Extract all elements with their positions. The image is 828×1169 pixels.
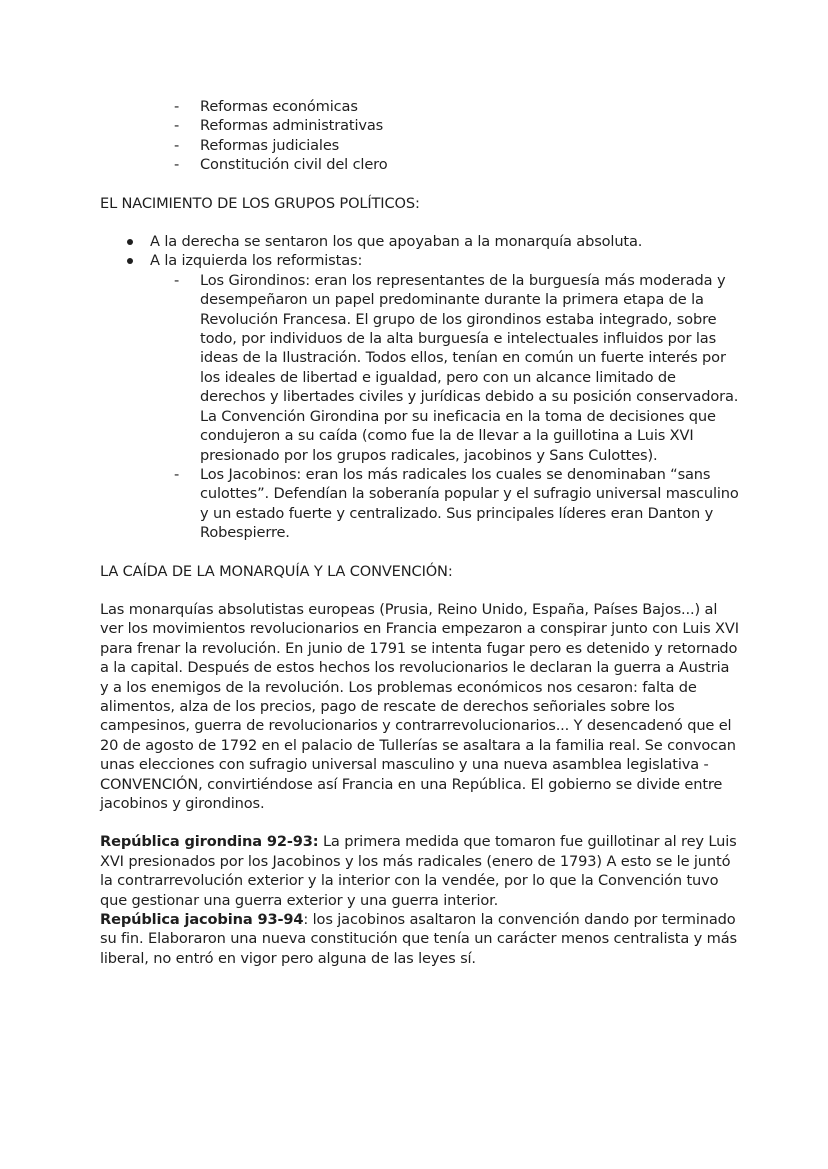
section-heading-grupos-politicos: EL NACIMIENTO DE LOS GRUPOS POLÍTICOS: bbox=[100, 194, 420, 212]
paragraph-text: : los jacobinos asaltaron la convención dando por terminado su fin. Elaboraron una nueva constitución que tenía un carácter menos centralista y más liberal, no entró en vigor pero alguna de las leyes sí. bbox=[100, 911, 737, 967]
bullet-icon bbox=[127, 239, 133, 245]
list-item bbox=[100, 155, 740, 174]
list-item-text: Los Girondinos: eran los representantes de la burguesía más moderada y desempeñaron un papel predominante durante la primera etapa de la Revolución Francesa. El grupo de los girondinos estaba integrado, sobre todo, por individuos de la alta burguesía e intelectuales influidos por las ideas de la Ilustración. Todos ellos, tenían en común un fuerte interés por los ideales de libertad e igualdad, pero con un alcance limitado de derechos y libertades civiles y jurídicas debido a su posición conservadora. La Convención Girondina por su ineficacia en la toma de decisiones que condujeron a su caída (como fue la de llevar a la guillotina a Luis XVI presionado por los grupos radicales, jacobinos y Sans Culottes). bbox=[200, 271, 739, 464]
term-label: República girondina 92-93: bbox=[100, 833, 319, 851]
list-item-text: Reformas judiciales bbox=[200, 136, 340, 154]
reforms-list bbox=[100, 97, 740, 175]
list-item-text: A la derecha se sentaron los que apoyaban a la monarquía absoluta. bbox=[150, 233, 643, 251]
dash-marker: - bbox=[174, 156, 180, 174]
list-item-text: Los Jacobinos: eran los más radicales los cuales se denominaban “sans culottes”. Defendían la soberanía popular y el sufragio universal masculino y un estado fuerte y centralizado. Sus principales líderes eran Danton y Robespierre. bbox=[200, 465, 739, 542]
list-item bbox=[100, 116, 740, 135]
political-groups-list bbox=[100, 232, 740, 543]
list-item-text: Reformas económicas bbox=[200, 98, 358, 115]
dash-marker: - bbox=[174, 136, 180, 154]
list-item-text: A la izquierda los reformistas: bbox=[150, 252, 363, 270]
dash-marker: - bbox=[174, 117, 180, 135]
reformists-sublist bbox=[100, 271, 740, 543]
list-item-text: Constitución civil del clero bbox=[200, 156, 388, 174]
term-label: República jacobina 93-94 bbox=[100, 911, 304, 929]
paragraph-republica-jacobina bbox=[100, 910, 740, 968]
paragraph-text: La primera medida que tomaron fue guillotinar al rey Luis XVI presionados por los Jacobinos y los más radicales (enero de 1793) A esto se le juntó la contrarrevolución exterior y la interior con la vendée, por lo que la Convención tuvo que gestionar una guerra exterior y una guerra interior. bbox=[100, 833, 737, 909]
list-item bbox=[100, 97, 740, 116]
sub-list-item-girondinos bbox=[100, 271, 740, 465]
paragraph-monarquias: Las monarquías absolutistas europeas (Prusia, Reino Unido, España, Países Bajos...) al ver los movimientos revolucionarios en Francia empezaron a conspirar junto con Luis XVI para frenar la revolución. En junio de 1791 se intenta fugar pero es detenido y retornado a la capital. Después de estos hechos los revolucionarios le declaran la guerra a Austria y a los enemigos de la revolución. Los problemas económicos nos cesaron: falta de alimentos, alza de los precios, pago de rescate de derechos señoriales sobre los campesinos, guerra de revolucionarios y contrarrevolucionarios... Y desencadenó que el 20 de agosto de 1792 en el palacio de Tullerías se asaltara a la familia real. Se convocan unas elecciones con sufragio universal masculino y una nueva asamblea legislativa - CONVENCIÓN, convirtiéndose así Francia en una República. El gobierno se divide entre jacobinos y girondinos. bbox=[100, 600, 739, 812]
spacer bbox=[100, 813, 740, 832]
sub-list-item-jacobinos bbox=[100, 465, 740, 543]
dash-marker: - bbox=[174, 98, 180, 115]
bullet-icon bbox=[127, 258, 133, 264]
dash-marker: - bbox=[174, 465, 180, 483]
list-item bbox=[100, 232, 740, 251]
dash-marker: - bbox=[174, 271, 180, 289]
list-item-text: Reformas administrativas bbox=[200, 117, 384, 135]
paragraph-republica-girondina bbox=[100, 832, 740, 910]
document-page bbox=[100, 97, 740, 968]
list-item bbox=[100, 136, 740, 155]
section-heading-caida-monarquia: LA CAÍDA DE LA MONARQUÍA Y LA CONVENCIÓN: bbox=[100, 562, 453, 580]
list-item bbox=[100, 251, 740, 542]
